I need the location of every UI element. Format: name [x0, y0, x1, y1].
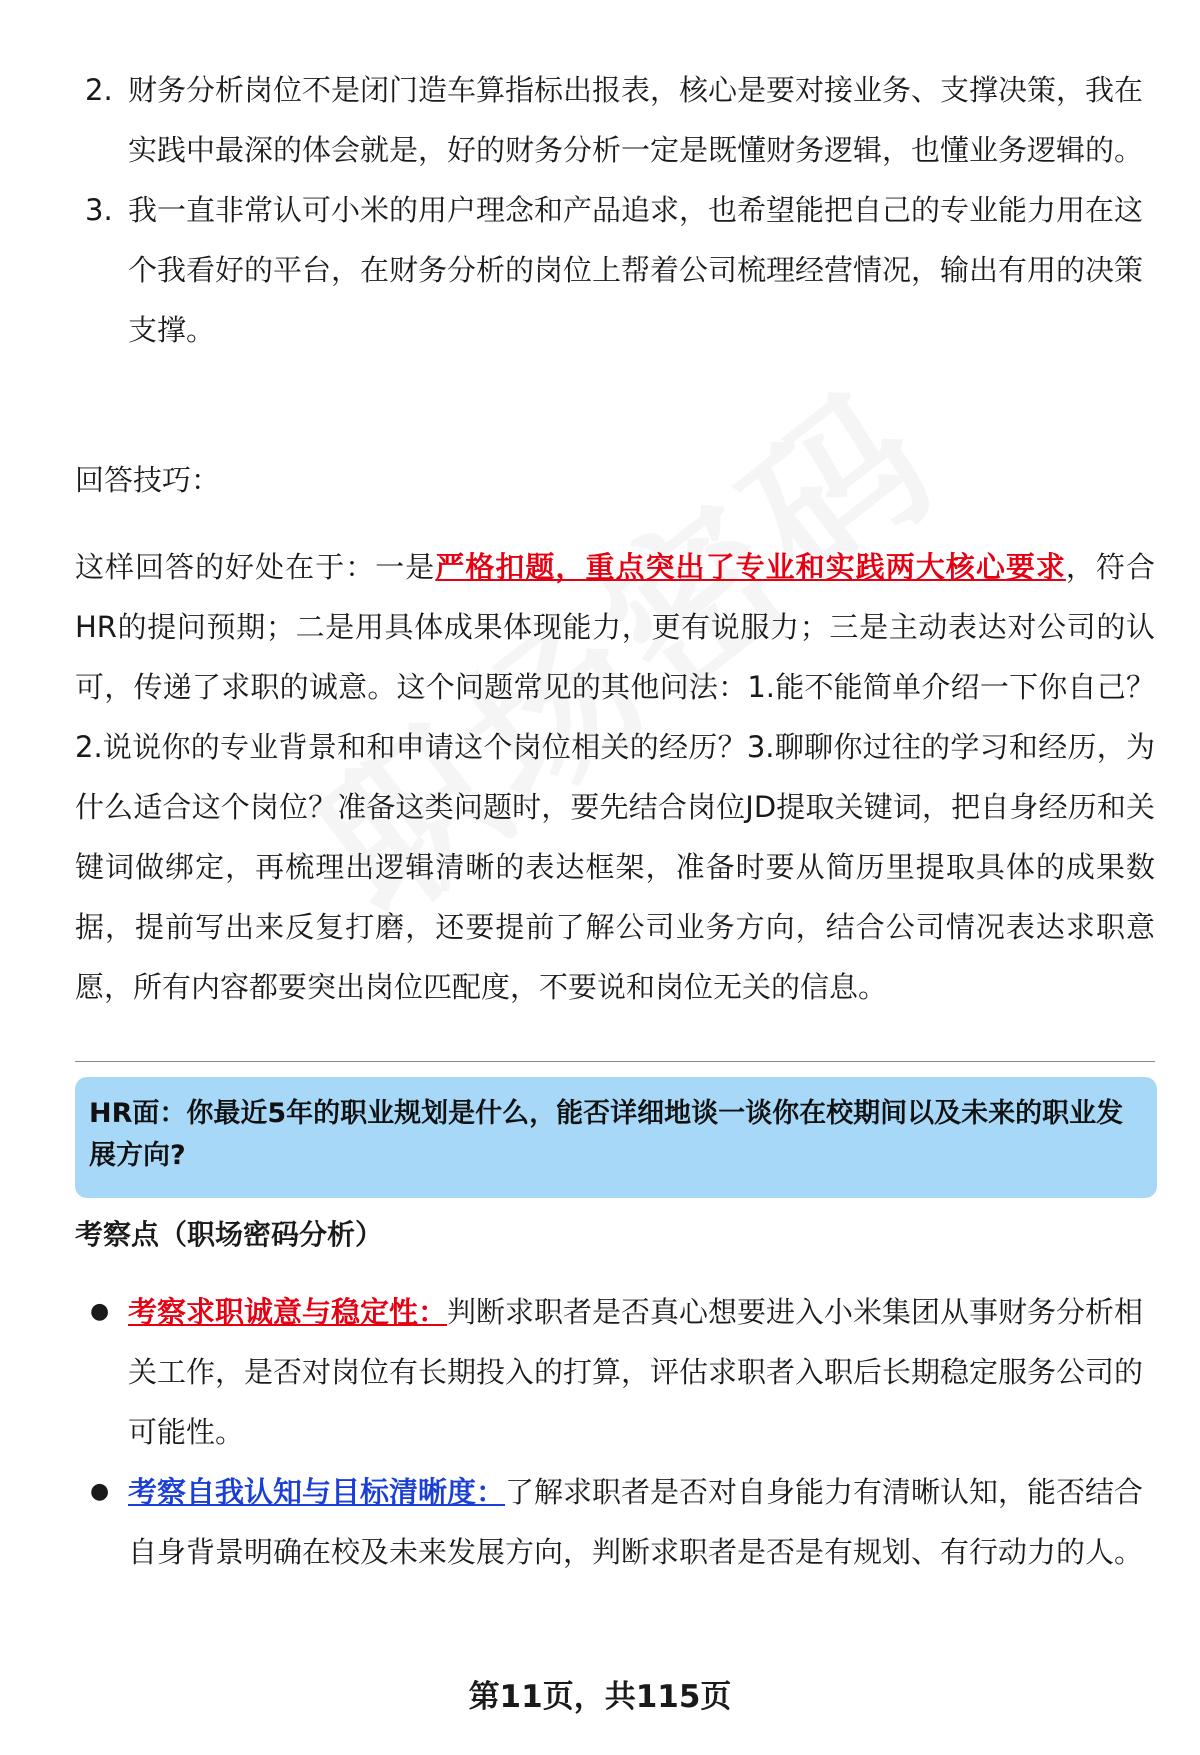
list-item-text: 我一直非常认可小米的用户理念和产品追求，也希望能把自己的专业能力用在这个我看好的平台，在财务分析的岗位上帮着公司梳理经营情况，输出有用的决策支撑。	[128, 193, 1144, 347]
answer-explanation-paragraph	[75, 537, 1155, 1017]
tips-heading: 回答技巧：	[75, 463, 221, 497]
bullet-list	[90, 1282, 1155, 1582]
paragraph-text-after: ，符合HR的提问预期；二是用具体成果体现能力，更有说服力；三是主动表达对公司的认可，传递了求职的诚意。这个问题常见的其他问法：1.能不能简单介绍一下你自己？2.说说你的专业背景和和申请这个岗位相关的经历？3.聊聊你过往的学习和经历，为什么适合这个岗位？准备这类问题时，要先结合岗位JD提取关键词，把自身经历和关键词做绑定，再梳理出逻辑清晰的表达框架，准备时要从简历里提取具体的成果数据，提前写出来反复打磨，还要提前了解公司业务方向，结合公司情况表达求职意愿，所有内容都要突出岗位匹配度，不要说和岗位无关的信息。	[75, 550, 1155, 1004]
interview-question-box	[75, 1077, 1157, 1198]
list-item-number: 3.	[85, 193, 113, 227]
bullet-keyword: 考察求职诚意与稳定性：	[128, 1295, 448, 1329]
bullet-dot-icon: ●	[90, 1479, 110, 1504]
section-divider	[75, 1061, 1155, 1062]
list-item	[90, 1462, 1155, 1582]
bullet-text	[128, 1282, 1155, 1462]
highlighted-phrase: 严格扣题，重点突出了专业和实践两大核心要求	[435, 550, 1066, 584]
bullet-text	[128, 1462, 1155, 1582]
list-item	[75, 180, 1145, 360]
page-number: 第11页，共115页	[468, 1679, 732, 1715]
bullet-body: 了解求职者是否对自身能力有清晰认知，能否结合自身背景明确在校及未来发展方向，判断求职者是否是有规划、有行动力的人。	[128, 1475, 1144, 1569]
list-item-text: 财务分析岗位不是闭门造车算指标出报表，核心是要对接业务、支撑决策，我在实践中最深的体会就是，好的财务分析一定是既懂财务逻辑，也懂业务逻辑的。	[128, 73, 1144, 167]
section-title: 考察点（职场密码分析）	[75, 1218, 384, 1251]
list-item	[90, 1282, 1155, 1462]
bullet-keyword: 考察自我认知与目标清晰度：	[128, 1475, 506, 1509]
bullet-body: 判断求职者是否真心想要进入小米集团从事财务分析相关工作，是否对岗位有长期投入的打算，评估求职者入职后长期稳定服务公司的可能性。	[128, 1295, 1144, 1449]
bullet-dot-icon: ●	[90, 1299, 110, 1324]
interview-question-text: HR面：你最近5年的职业规划是什么，能否详细地谈一谈你在校期间以及未来的职业发展方向?	[89, 1098, 1124, 1171]
numbered-list	[75, 60, 1145, 360]
list-item	[75, 60, 1145, 180]
list-item-number: 2.	[85, 73, 113, 107]
paragraph-text-before: 这样回答的好处在于：一是	[75, 550, 436, 584]
